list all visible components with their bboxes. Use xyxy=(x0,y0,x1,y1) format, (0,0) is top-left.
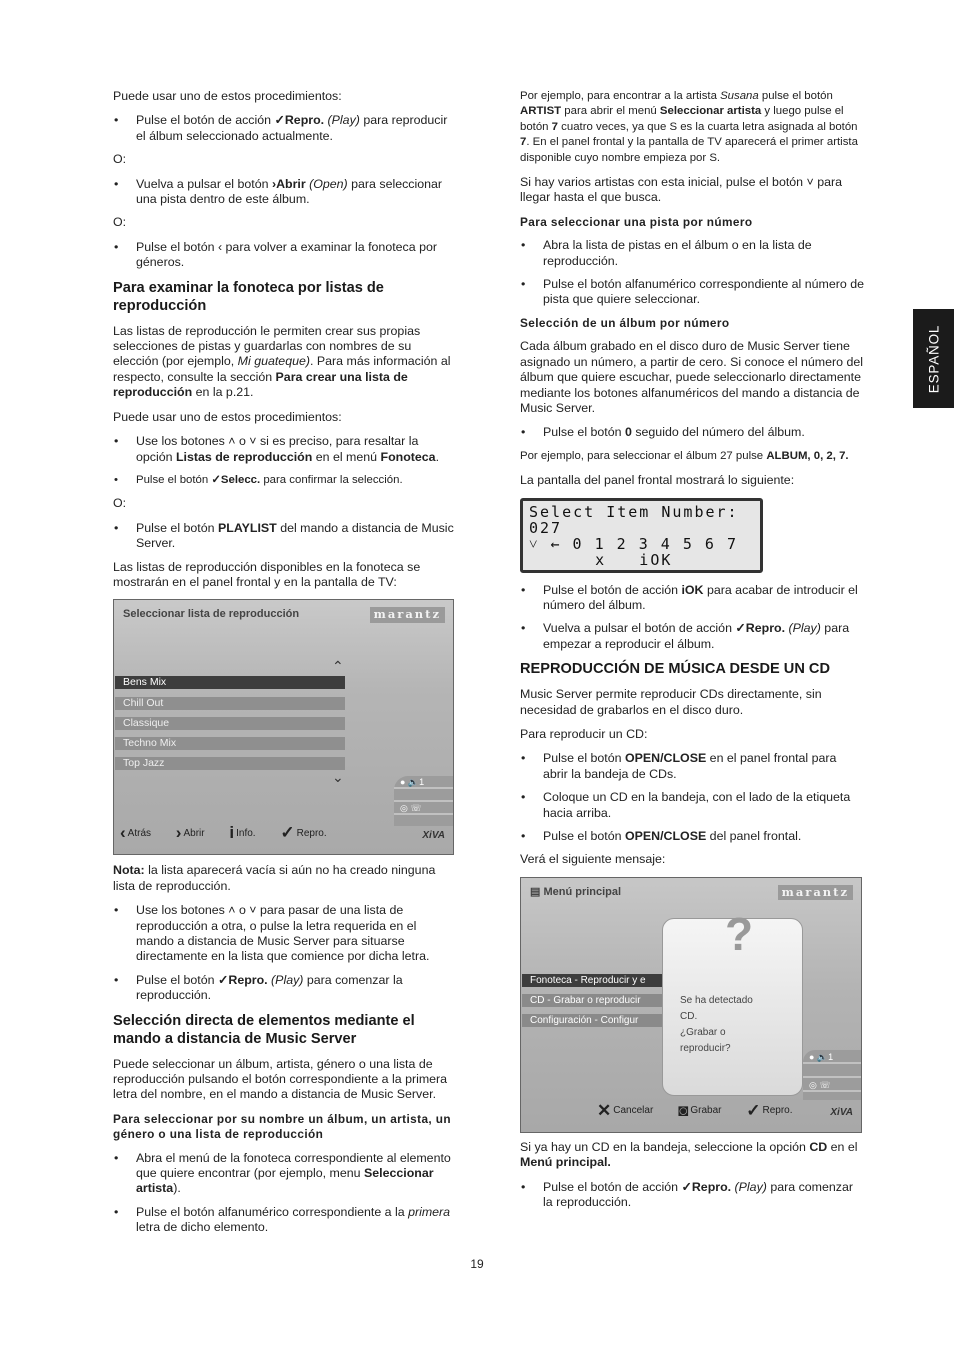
bullet-item: • Pulse el botón de acción ✓Repro. (Play) para reproducir el álbum seleccionado actualmente. xyxy=(113,113,456,144)
bullet-item: • Abra el menú de la fonoteca correspondiente al elemento que quiere encontrar (por ejemplo, menu Seleccionar artista). xyxy=(113,1151,456,1197)
list-item[interactable]: Bens Mix xyxy=(115,676,345,689)
playlist-screen xyxy=(113,599,454,855)
status-panel xyxy=(394,776,454,826)
page-number: 19 xyxy=(470,1257,484,1271)
phone-row: ◎ ☏ xyxy=(394,802,454,815)
question-icon: ? xyxy=(725,907,754,960)
list-item[interactable]: Chill Out xyxy=(115,697,345,710)
screen-title: Seleccionar lista de reproducción xyxy=(123,608,300,621)
lcd-line: x iOK xyxy=(529,550,673,569)
action-bar xyxy=(120,825,450,841)
volume-row: ● 🔈1 xyxy=(803,1050,861,1064)
subheading: Selección de un álbum por número xyxy=(520,315,730,330)
status-row xyxy=(394,789,454,802)
phone-row: ◎ ☏ xyxy=(803,1078,861,1092)
main-menu-screen xyxy=(520,877,862,1133)
language-tab: ESPAÑOL xyxy=(913,309,954,408)
xiva-logo: XiVA xyxy=(422,829,445,841)
status-row xyxy=(803,1064,861,1078)
bullet-item: • Pulse el botón PLAYLIST del mando a distancia de Music Server. xyxy=(113,521,456,552)
check-icon: ✓ xyxy=(746,1100,761,1120)
check-icon: ✓ xyxy=(280,823,295,843)
back-button[interactable]: ‹ Atrás xyxy=(120,823,152,843)
cd-detected-dialog xyxy=(662,907,803,1096)
section-heading: Selección directa de elementos mediante el mando a distancia de Music Server xyxy=(113,1012,415,1047)
xiva-logo: XiVA xyxy=(830,1107,853,1119)
bullet-item: • Pulse el botón de acción iOK para acabar de introducir el número del álbum. xyxy=(520,583,864,614)
marantz-logo: marantz xyxy=(778,885,853,900)
bullet-item: • Pulse el botón ✓Repro. (Play) para comenzar la reproducción. xyxy=(113,973,456,1004)
bullet-item: • Pulse el botón ‹ para volver a examinar la fonoteca por géneros. xyxy=(113,240,456,271)
screen-title: ▤ Menú principal xyxy=(530,885,622,898)
paragraph: Puede usar uno de estos procedimientos: xyxy=(113,89,342,103)
bullet-item: • Use los botones ˄ o ˅ para pasar de una lista de reproducción a otra, o pulse la letra requerida en el mando a distancia de Music Server para situarse directamente en la lista que comience por dicha letra. xyxy=(113,903,456,965)
paragraph: Si hay varios artistas con esta inicial, pulse el botón ˅ para llegar hasta el que busca. xyxy=(520,175,842,205)
bullet-item: • Coloque un CD en la bandeja, con el lado de la etiqueta hacia arriba. xyxy=(520,790,864,821)
subheading: Para seleccionar por su nombre un álbum, un artista, un género o una lista de reproducción xyxy=(113,1111,451,1142)
bullet-item: • Pulse el botón ✓Selecc. para confirmar la selección. xyxy=(113,473,456,488)
bullet-item: • Abra la lista de pistas en el álbum o en la lista de reproducción. xyxy=(520,238,864,269)
scroll-down-icon: ⌄ xyxy=(332,769,344,786)
or-text: O: xyxy=(113,215,127,230)
section-heading: Para examinar la fonoteca por listas de reproducción xyxy=(113,279,384,314)
or-text: O: xyxy=(113,152,127,167)
or-text: O: xyxy=(113,496,127,511)
bullet-item: • Vuelva a pulsar el botón de acción ✓Repro. (Play) para empezar a reproducir el álbum. xyxy=(520,621,864,652)
paragraph: Puede usar uno de estos procedimientos: xyxy=(113,409,342,424)
cancel-button[interactable]: ✕ Cancelar xyxy=(597,1100,654,1120)
open-button[interactable]: › Abrir xyxy=(175,823,205,843)
lcd-line: Select Item Number: xyxy=(529,502,739,521)
record-button[interactable]: ◙ Grabar xyxy=(678,1100,722,1120)
dialog-text: Se ha detectado CD. ¿Grabar o reproducir? xyxy=(680,994,753,1054)
bullet-item: • Pulse el botón OPEN/CLOSE en el panel frontal para abrir la bandeja de CDs. xyxy=(520,751,864,782)
note: Nota: la lista aparecerá vacía si aún no ha creado ninguna lista de reproducción. xyxy=(113,863,436,893)
info-icon: i xyxy=(229,823,235,843)
menu-item-library[interactable]: Fonoteca - Reproducir y e xyxy=(522,974,662,987)
action-bar xyxy=(597,1100,862,1120)
paragraph: Por ejemplo, para seleccionar el álbum 27 pulse ALBUM, 0, 2, 7. xyxy=(520,449,849,462)
play-button[interactable]: ✓ Repro. xyxy=(746,1100,793,1120)
paragraph: Por ejemplo, para encontrar a la artista Susana pulse el botón ARTIST para abrir el menú Seleccionar artista y luego pulse el botón 7 cuatro veces, ya que S es la cuarta letra asignada al botón 7. En el panel frontal y la pantalla de TV aparecerá el primer artista disponible cuyo nombre empieza por S. xyxy=(520,90,858,164)
open-icon: › xyxy=(175,823,182,843)
list-item[interactable]: Classique xyxy=(115,717,345,730)
bullet-item: • Vuelva a pulsar el botón ›Abrir (Open) para seleccionar una pista dentro de este álbum. xyxy=(113,177,456,208)
list-item[interactable]: Techno Mix xyxy=(115,737,345,750)
bullet-item: • Use los botones ˄ o ˅ si es preciso, para resaltar la opción Listas de reproducción en el menú Fonoteca. xyxy=(113,434,456,465)
play-button[interactable]: ✓ Repro. xyxy=(280,823,327,843)
marantz-logo: marantz xyxy=(370,607,445,622)
menu-item-cd[interactable]: CD - Grabar o reproducir xyxy=(522,994,662,1007)
status-panel xyxy=(803,1050,861,1100)
bullet-item: • Pulse el botón alfanumérico correspondiente a la primera letra de dicho elemento. xyxy=(113,1205,456,1236)
main-menu xyxy=(522,974,662,1034)
bullet-item: • Pulse el botón 0 seguido del número del álbum. xyxy=(520,425,864,440)
paragraph: Si ya hay un CD en la bandeja, seleccione la opción CD en el Menú principal. xyxy=(520,1139,858,1170)
right-column xyxy=(520,89,864,1218)
paragraph: Cada álbum grabado en el disco duro de Music Server tiene asignado un número, a partir de cero. Si conoce el número del álbum que quiere escuchar, puede seleccionarlo directamente mediante los botones alfanuméricos del mando a distancia de Music Server. xyxy=(520,339,864,415)
paragraph: Verá el siguiente mensaje: xyxy=(520,852,666,867)
list-item[interactable]: Top Jazz xyxy=(115,757,345,770)
paragraph: Las listas de reproducción le permiten crear sus propias selecciones de pistas y guardarlas con nombres de su elección (por ejemplo, Mi guateque). Para más información al respecto, consulte la sección Para crear una lista de reproducción en la p.21. xyxy=(113,323,451,400)
scroll-up-icon: ⌃ xyxy=(332,658,344,675)
back-icon: ‹ xyxy=(120,823,126,843)
section-heading: REPRODUCCIÓN DE MÚSICA DESDE UN CD xyxy=(520,661,831,678)
paragraph: Para reproducir un CD: xyxy=(520,726,648,741)
bullet-item: • Pulse el botón OPEN/CLOSE del panel frontal. xyxy=(520,829,864,844)
playlist-list xyxy=(115,676,345,777)
record-icon: ◙ xyxy=(678,1100,689,1120)
lcd-line: 027 xyxy=(529,518,563,537)
lcd-display xyxy=(520,498,763,573)
volume-row: ● 🔈1 xyxy=(394,776,454,789)
bullet-item: • Pulse el botón alfanumérico correspondiente al número de pista que quiere seleccionar. xyxy=(520,277,864,308)
paragraph: La pantalla del panel frontal mostrará lo siguiente: xyxy=(520,473,795,488)
bullet-item: • Pulse el botón de acción ✓Repro. (Play) para comenzar la reproducción. xyxy=(520,1180,864,1211)
info-button[interactable]: i Info. xyxy=(229,823,256,843)
left-column xyxy=(113,89,456,1244)
paragraph: Puede seleccionar un álbum, artista, género o una lista de reproducción pulsando el botón correspondiente a la primera letra del nombre, en el mando a distancia de Music Server. xyxy=(113,1056,448,1102)
close-icon: ✕ xyxy=(597,1100,612,1120)
paragraph: Las listas de reproducción disponibles en la fonoteca se mostrarán en el panel frontal y en la pantalla de TV: xyxy=(113,559,421,589)
lcd-line: ˅ ← 0 1 2 3 4 5 6 7 xyxy=(529,534,739,553)
paragraph: Music Server permite reproducir CDs directamente, sin necesidad de grabarlos en el disco duro. xyxy=(520,687,822,717)
subheading: Para seleccionar una pista por número xyxy=(520,214,753,229)
menu-item-settings[interactable]: Configuración - Configur xyxy=(522,1014,662,1027)
